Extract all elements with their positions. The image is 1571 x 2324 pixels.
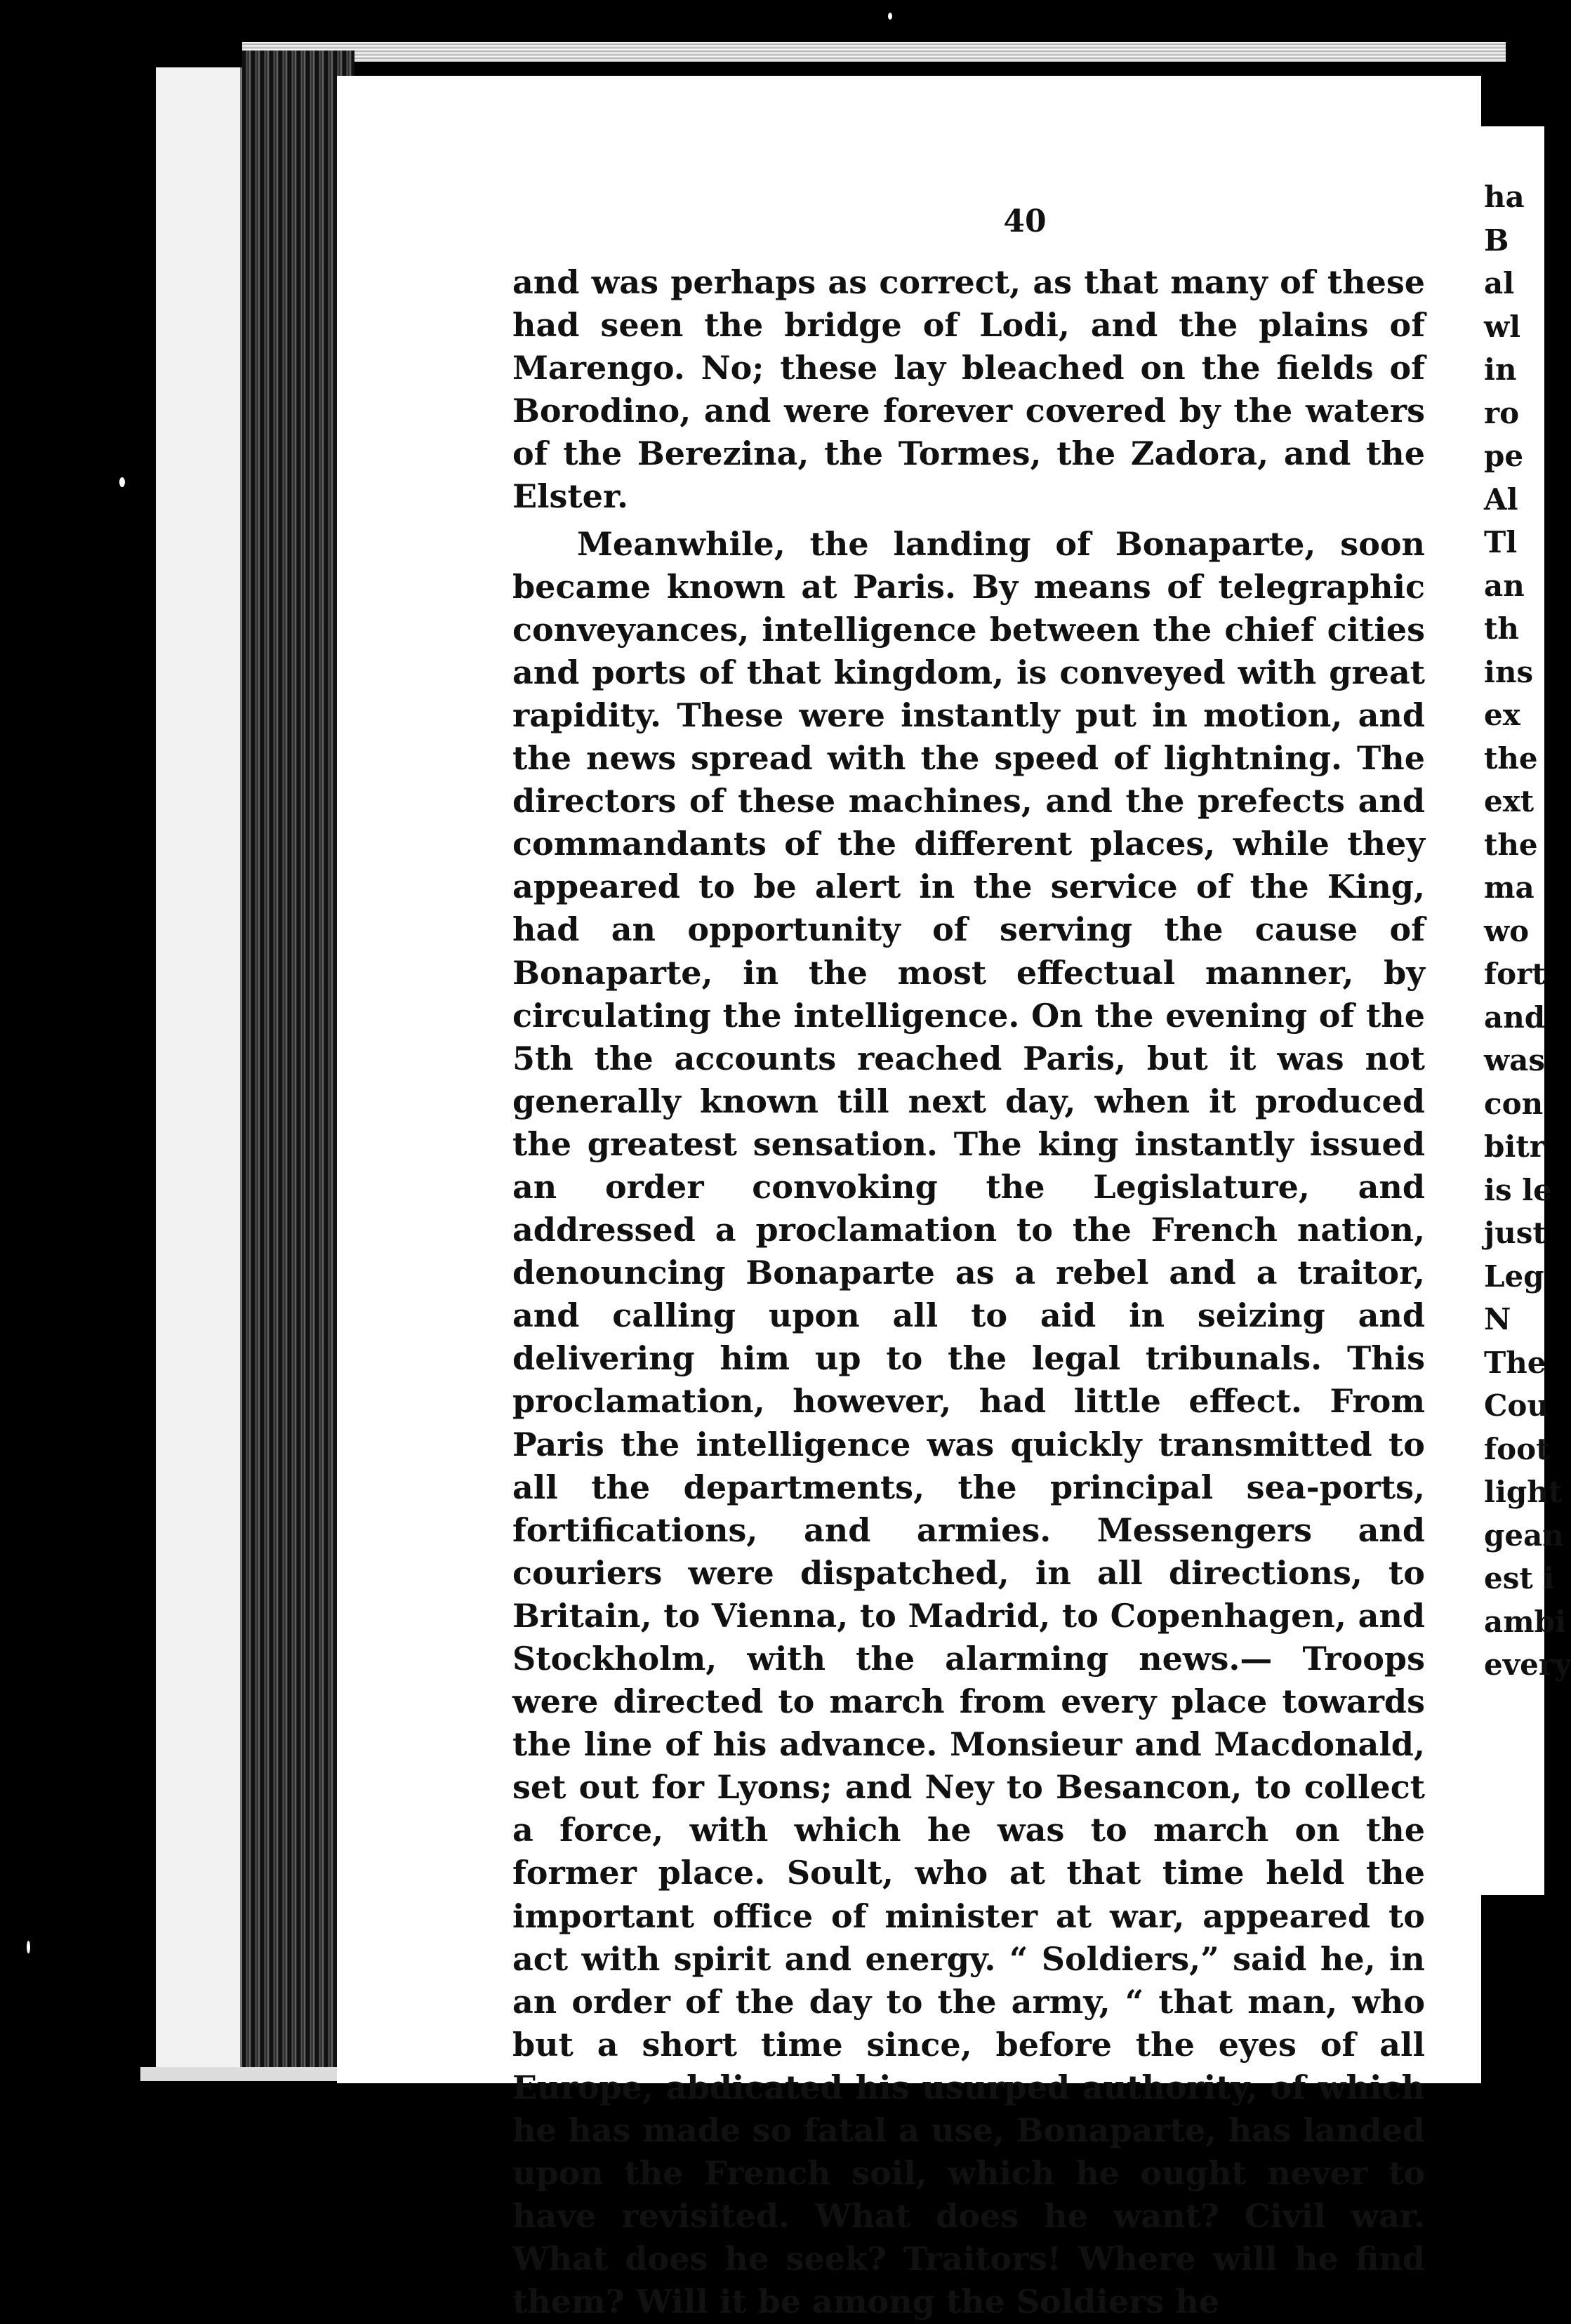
next-page-fragment: con (1484, 1086, 1544, 1121)
flyleaf (156, 67, 242, 2075)
next-page-fragment: the (1484, 741, 1538, 776)
next-page-fragment: wo (1484, 913, 1530, 948)
next-page-fragment: Cou (1484, 1388, 1549, 1423)
next-page-fragment: pe (1484, 439, 1524, 473)
next-page-fragment: an (1484, 568, 1525, 603)
scan-speck (119, 477, 125, 487)
next-page-fragment: and (1484, 1000, 1546, 1035)
next-page-fragment: al (1484, 266, 1515, 300)
book-top-edge (242, 42, 1506, 62)
next-page-fragment: bitr (1484, 1129, 1545, 1164)
next-page-fragment: ma (1484, 870, 1534, 905)
next-page-fragment: ha (1484, 180, 1525, 214)
next-page-fragment: N (1484, 1302, 1511, 1336)
paragraph-2: Meanwhile, the landing of Bonaparte, soon became known at Paris. By means of telegraphic conveyances, intelligence between the chief cities and ports of that kingdom, is conveyed with great rapidity. These were instantly put in motion, and the news spread with the speed of lightning. The directors of these machines, and the prefects and commandants of the different places, while they appeared to be alert in the service of the King, had an opportunity of serving the cause of Bonaparte, in the most effectual manner, by circulating the intelligence. On the evening of the 5th the accounts reached Paris, but it was not generally known till next day, when it produced the greatest sensation. The king instantly issued an order convoking the Legislature, and addressed a proclamation to the French nation, denouncing Bonaparte as a rebel and a traitor, and calling upon all to aid in seizing and delivering him up to the legal tribunals. This proclamation, however, had little effect. From Paris the intelligence was quickly transmitted to all the departments, the principal sea-ports, fortifications, and armies. Messengers and couriers were dispatched, in all directions, to Britain, to Vienna, to Madrid, to Copenhagen, and Stockholm, with the alarming news.— Troops were directed to march from every place towards the line of his advance. Monsieur and Macdonald, set out for Lyons; and Ney to Besancon, to collect a force, with which he was to march on the former place. Soult, who at that time held the important office of minister at war, appeared to act with spirit and energy. “ Soldiers,” said he, in an order of the day to the army, “ that man, who but a short time since, before the eyes of all Europe, abdicated his usurped authority, of which he has made so fatal a use, Bonaparte, has landed upon the French soil, which he ought never to have revisited. What does he want? Civil war. What does he seek? Traitors! Where will he find them? Will it be among the Soldiers he (512, 524, 1425, 2321)
next-page-edge (1480, 126, 1571, 1895)
book-bottom-edge (140, 2067, 365, 2081)
next-page-fragment: B (1484, 223, 1509, 258)
next-page-fragment: wl (1484, 309, 1521, 344)
next-page-fragment: light (1484, 1475, 1563, 1509)
next-page-fragment: ro (1484, 395, 1520, 430)
next-page-fragment: th (1484, 611, 1519, 646)
paragraph-1: and was perhaps as correct, as that many of these had seen the bridge of Lodi, and the plains of Marengo. No; these lay bleached on the fields of Borodino, and were forever covered by the waters of the Berezina, the Tormes, the Zadora, and the Elster. (512, 263, 1425, 516)
body-text (512, 261, 1425, 2324)
next-page-fragment: ext (1484, 784, 1534, 818)
next-page-fragment: est i (1484, 1561, 1555, 1595)
scan-speck (27, 1941, 30, 1953)
next-page-fragment: ins (1484, 654, 1534, 689)
next-page-fragment: was (1484, 1043, 1546, 1077)
next-page-fragment: The (1484, 1345, 1546, 1380)
next-page-fragment: ambi (1484, 1604, 1566, 1639)
next-page-fragment: gean (1484, 1518, 1564, 1553)
scan-speck (888, 13, 892, 20)
next-page-fragment: Al (1484, 482, 1518, 517)
page-number: 40 (1003, 204, 1047, 239)
next-page-fragment: just (1484, 1216, 1546, 1250)
next-page-fragment: every (1484, 1647, 1571, 1682)
next-page-fragment: ex (1484, 698, 1520, 732)
next-page-fragment: the (1484, 827, 1538, 862)
next-page-fragment: is le (1484, 1172, 1552, 1207)
next-page-fragment: in (1484, 352, 1517, 387)
next-page-fragment: foot (1484, 1431, 1550, 1466)
next-page-fragment: Tl (1484, 525, 1518, 559)
next-page-fragment: fort (1484, 957, 1546, 991)
next-page-fragment: Leg (1484, 1259, 1544, 1294)
